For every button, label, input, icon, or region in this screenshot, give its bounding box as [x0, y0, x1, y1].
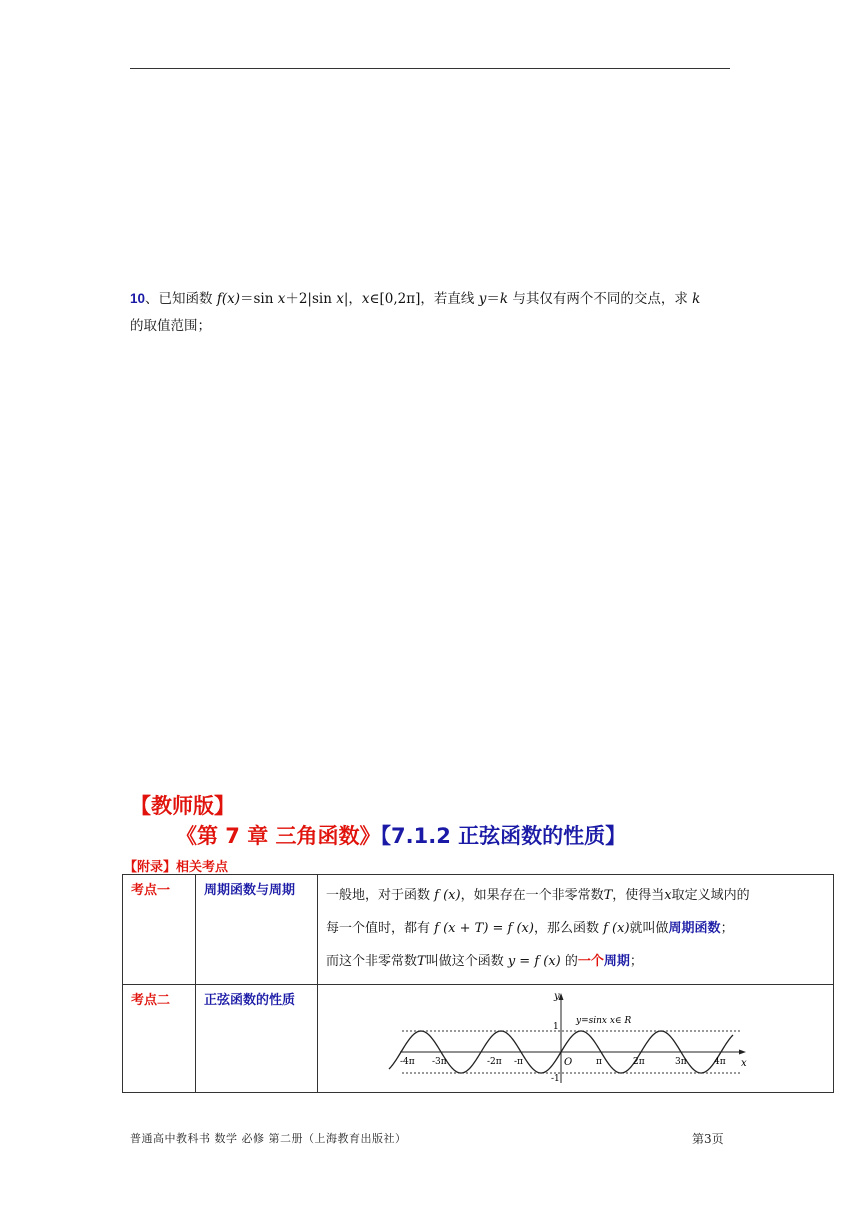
- teacher-edition-label: 【教师版】: [130, 794, 235, 818]
- question-number: 10: [130, 291, 146, 306]
- origin-label: O: [564, 1057, 573, 1068]
- header-rule: [130, 68, 730, 69]
- x-tick: -π: [514, 1057, 523, 1067]
- x-axis-label: x: [741, 1058, 747, 1069]
- point-label: 考点二: [123, 985, 196, 1093]
- sine-graph-cell: [318, 985, 834, 1093]
- sine-graph: [318, 985, 836, 1085]
- appendix-label: 【附录】相关考点: [124, 860, 229, 875]
- x-tick: 2π: [633, 1057, 645, 1067]
- y-axis-label: y: [554, 991, 560, 1002]
- key-points-table: [122, 874, 834, 1093]
- x-tick: -4π: [400, 1057, 415, 1067]
- point-content: 一般地，对于函数 f (x)，如果存在一个非零常数T，使得当x取定义域内的 每一个值时，都有 f (x + T) = f (x)，那么函数 f (x)就叫做周期函数； 而这个非零常数T叫做这个函数 y = f (x) 的一个周期；: [318, 875, 834, 985]
- x-tick: 4π: [714, 1057, 726, 1067]
- section-name: 【7.1.2 正弦函数的性质】: [380, 824, 627, 848]
- question-10: 10、已知函数 f(x)＝sin x＋2|sin x|，x∈[0,2π]，若直线 y＝k 与其仅有两个不同的交点，求 k 的取值范围；: [130, 291, 701, 334]
- point-label: 考点一: [123, 875, 196, 985]
- x-tick: 3π: [675, 1057, 687, 1067]
- y-tick-neg1: -1: [551, 1074, 560, 1084]
- point-topic: 周期函数与周期: [196, 875, 318, 985]
- y-tick-1: 1: [553, 1022, 559, 1032]
- page-number: 第3页: [692, 1132, 724, 1146]
- chapter-name: 《第 7 章 三角函数》: [176, 824, 381, 848]
- x-axis-arrow: [739, 1050, 746, 1055]
- chapter-title: [176, 820, 626, 850]
- footer-book-title: 普通高中教科书 数学 必修 第二册（上海教育出版社）: [130, 1132, 407, 1145]
- table-row: [123, 875, 834, 985]
- x-tick: π: [596, 1057, 602, 1067]
- x-tick: -3π: [432, 1057, 447, 1067]
- graph-caption: y=sinx x∈ R: [576, 1016, 632, 1026]
- table-row: [123, 985, 834, 1093]
- x-tick: -2π: [487, 1057, 502, 1067]
- point-topic: 正弦函数的性质: [196, 985, 318, 1093]
